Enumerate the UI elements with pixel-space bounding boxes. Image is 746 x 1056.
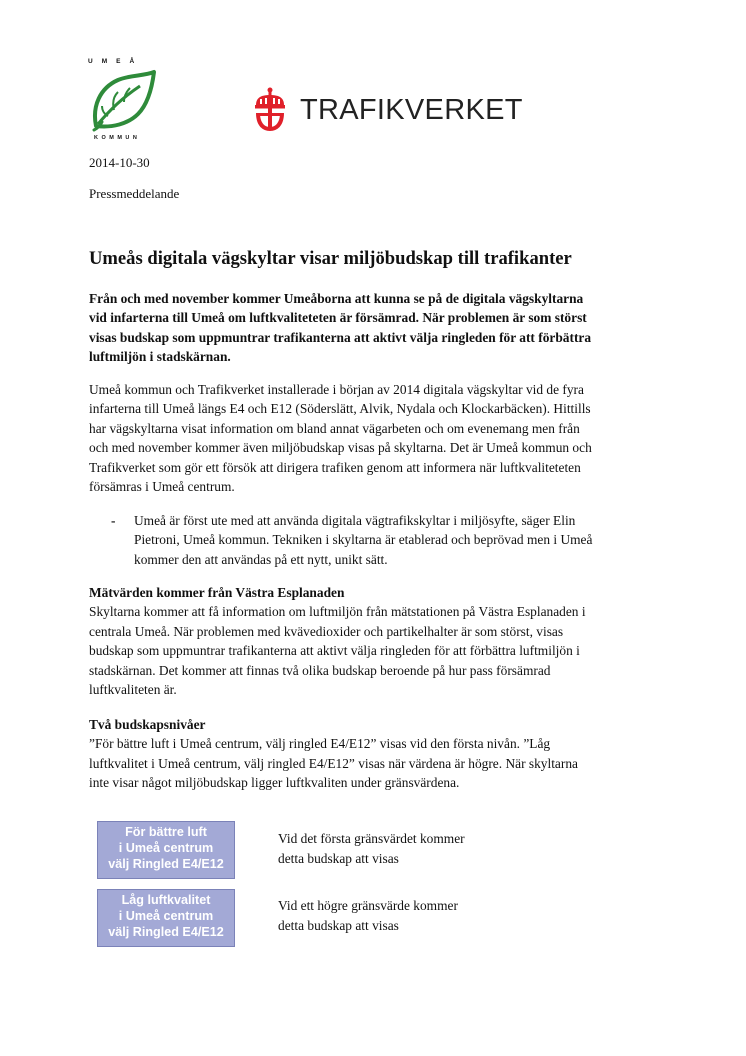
body-line: försämras i Umeå centrum. <box>89 479 235 495</box>
section-heading: Två budskapsnivåer <box>89 717 206 732</box>
section-measurements <box>89 583 669 699</box>
lead-line: visas budskap som uppmuntrar trafikanterna att aktivt välja ringleden för att förbättra <box>89 329 592 345</box>
sign-line: i Umeå centrum <box>118 841 214 856</box>
body-line: Umeå kommun och Trafikverket installerade i början av 2014 digitala vägskyltar vid de fyra <box>89 382 584 397</box>
bullet-marker: - <box>111 513 116 528</box>
sign-caption-level-2 <box>278 896 528 936</box>
body-paragraph <box>89 380 669 496</box>
sign-line: För bättre luft <box>125 825 207 839</box>
umea-logo-bottom-text: KOMMUN <box>94 135 141 141</box>
bullet-line: kommer den att användas på ett nytt, unikt sätt. <box>134 551 388 567</box>
road-sign-level-1 <box>97 821 235 879</box>
section-line: centrala Umeå. När problemen med kvävedioxider och partikelhalter är som störst, visas <box>89 623 564 639</box>
caption-line: detta budskap att visas <box>278 851 399 866</box>
sign-line: i Umeå centrum <box>118 909 214 924</box>
document-date: 2014-10-30 <box>89 155 150 170</box>
umea-kommun-logo <box>82 58 162 144</box>
caption-line: Vid ett högre gränsvärde kommer <box>278 898 458 913</box>
section-line: inte visar något miljöbudskap ligger luftkvaliten under gränsvärdena. <box>89 775 460 791</box>
trafikverket-logo-text: TRAFIKVERKET <box>300 94 523 126</box>
bullet-line: Pietroni, Umeå kommun. Tekniken i skyltarna är etablerad och beprövad men i Umeå <box>134 532 593 548</box>
leaf-icon <box>88 66 158 136</box>
section-line: luftkvalitet i Umeå centrum, välj ringled E4/E12” visas när värdena är högre. När skyltarna <box>89 755 578 771</box>
section-line: Skyltarna kommer att få information om luftmiljön från mätstationen på Västra Esplanaden i <box>89 604 586 620</box>
section-line: budskap som uppmuntrar trafikanterna att aktivt välja ringleden för att förbättra luftmiljön i <box>89 643 580 659</box>
bullet-line: Umeå är först ute med att använda digitala vägtrafikskyltar i miljösyfte, säger Elin <box>134 513 576 528</box>
body-line: och med november kommer även miljöbudskap visas på skyltarna. Det är Umeå kommun och <box>89 440 592 456</box>
sign-line: Låg luftkvalitet <box>121 893 211 907</box>
body-line: har vägskyltarna visat information om bland annat vägarbeten och om evenemang men från <box>89 420 580 436</box>
body-line: infarterna till Umeå längs E4 och E12 (Söderslätt, Alvik, Nydala och Klockarbäcken). Hittills <box>89 401 591 417</box>
sign-line: välj Ringled E4/E12 <box>108 857 224 872</box>
document-type: Pressmeddelande <box>89 186 180 201</box>
umea-logo-top-text: UMEÅ <box>88 58 144 65</box>
lead-paragraph <box>89 289 669 367</box>
lead-line: vid infarterna till Umeå om luftkvaliteteten är försämrad. När problemen är som störst <box>89 310 587 326</box>
caption-line: Vid det första gränsvärdet kommer <box>278 831 465 846</box>
lead-line: Från och med november kommer Umeåborna att kunna se på de digitala vägskyltarna <box>89 291 584 306</box>
headline: Umeås digitala vägskyltar visar miljöbudskap till trafikanter <box>89 248 572 269</box>
section-line: ”För bättre luft i Umeå centrum, välj ringled E4/E12” visas vid den första nivån. ”Låg <box>89 736 551 752</box>
section-heading: Mätvärden kommer från Västra Esplanaden <box>89 585 345 600</box>
lead-line: luftmiljön i stadskärnan. <box>89 349 231 365</box>
body-line: Trafikverket som gör ett försök att dirigera trafiken genom att informera när luftkvaliteteten <box>89 459 581 475</box>
section-line: luftkvaliteten är. <box>89 682 177 698</box>
quote-bullet <box>111 511 669 569</box>
section-line: stadskärnan. Det kommer att finnas två olika budskap beroende på hur pass försämrad <box>89 662 551 678</box>
crown-icon <box>250 87 290 135</box>
sign-caption-level-1 <box>278 829 528 869</box>
section-message-levels <box>89 715 669 793</box>
sign-line: välj Ringled E4/E12 <box>108 925 224 940</box>
road-sign-level-2 <box>97 889 235 947</box>
trafikverket-logo <box>250 87 540 135</box>
caption-line: detta budskap att visas <box>278 918 399 933</box>
